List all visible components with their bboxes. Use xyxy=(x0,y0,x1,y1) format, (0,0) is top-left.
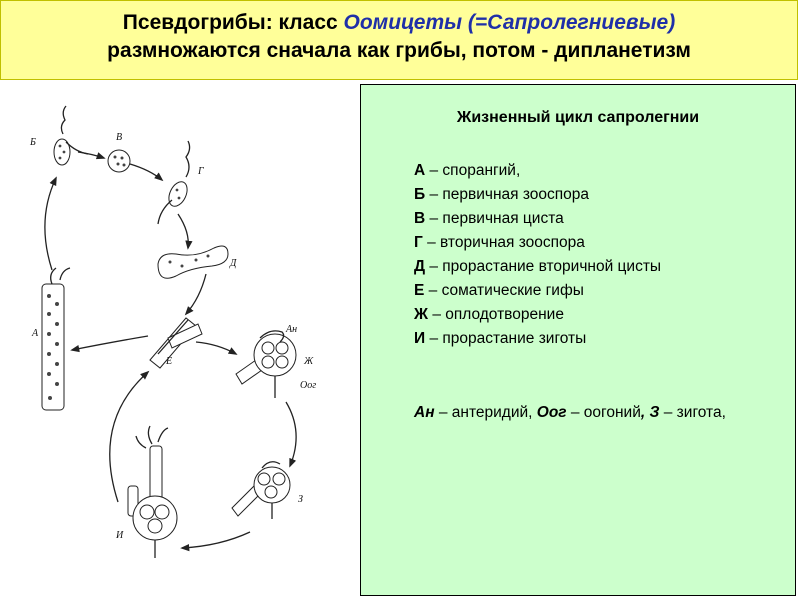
legend-key: Ж xyxy=(414,306,429,323)
fertilization xyxy=(236,331,296,398)
legend-list xyxy=(414,159,661,351)
secondary-zoospore xyxy=(158,141,191,224)
label-e: Е xyxy=(166,356,173,367)
label-z: З xyxy=(298,494,303,505)
label-oog: Оог xyxy=(300,380,317,391)
legend-text: – оплодотворение xyxy=(428,306,564,323)
sporangium xyxy=(42,268,70,410)
title-prefix: Псевдогрибы: класс xyxy=(122,11,344,34)
legend-item xyxy=(414,207,661,231)
abbr-key-antheridium: Ан xyxy=(414,404,435,421)
label-i: И xyxy=(116,530,124,541)
legend-text: – прорастание вторичной цисты xyxy=(425,258,662,275)
legend-item xyxy=(414,255,661,279)
abbr-text-zygote: – зигота, xyxy=(659,404,726,421)
label-a: А xyxy=(32,328,39,339)
legend-item xyxy=(414,159,661,183)
title-banner xyxy=(0,0,798,80)
legend-item xyxy=(414,279,661,303)
somatic-hyphae xyxy=(150,318,202,368)
label-g: Г xyxy=(198,166,204,177)
abbr-text-oogonium: – оогоний xyxy=(566,404,641,421)
label-zh: Ж xyxy=(304,356,314,367)
primary-cyst xyxy=(108,150,130,172)
abbr-key-zygote: , З xyxy=(640,404,660,421)
legend-key: Е xyxy=(414,282,425,299)
primary-zoospore xyxy=(54,106,88,165)
legend-text: – спорангий, xyxy=(425,162,521,179)
abbr-key-oogonium: Оог xyxy=(536,404,567,421)
zygotes xyxy=(232,462,290,519)
germinating-zygote xyxy=(128,426,177,558)
legend-panel xyxy=(360,84,796,596)
legend-item xyxy=(414,303,661,327)
legend-text: – первичная циста xyxy=(425,210,564,227)
legend-key: Д xyxy=(414,258,426,275)
legend-key: В xyxy=(414,210,426,227)
label-an: Ан xyxy=(286,324,298,335)
legend-text: – вторичная зооспора xyxy=(422,234,585,251)
panel-title: Жизненный цикл сапролегнии xyxy=(456,109,700,126)
legend-text: – соматические гифы xyxy=(424,282,584,299)
legend-item xyxy=(414,183,661,207)
legend-text: – первичная зооспора xyxy=(425,186,590,203)
life-cycle-diagram xyxy=(0,82,360,600)
label-d: Д xyxy=(230,258,237,269)
legend-key: А xyxy=(414,162,426,179)
legend-key: Б xyxy=(414,186,426,203)
title-line-1 xyxy=(1,9,797,37)
legend-key: Г xyxy=(414,234,423,251)
label-b: Б xyxy=(30,137,36,148)
legend-key: И xyxy=(414,330,426,347)
legend-text: – прорастание зиготы xyxy=(425,330,587,347)
label-v: В xyxy=(116,132,123,143)
legend-item xyxy=(414,327,661,351)
abbr-text-antheridium: – антеридий, xyxy=(434,404,537,421)
germinating-cyst xyxy=(158,246,228,278)
legend-item xyxy=(414,231,661,255)
title-accent: Оомицеты (=Сапролегниевые) xyxy=(343,11,676,34)
title-line-2: размножаются сначала как грибы, потом - дипланетизм xyxy=(107,39,691,62)
abbreviations-note xyxy=(414,401,759,425)
